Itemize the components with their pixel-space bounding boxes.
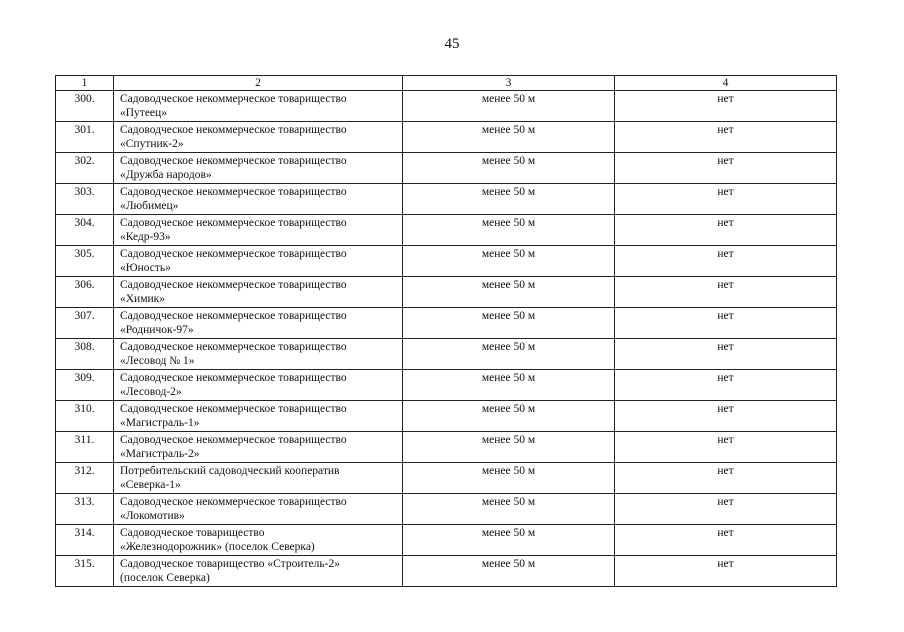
organization-name-line-2: (поселок Северка) xyxy=(120,572,210,584)
organization-name-line-2: «Спутник-2» xyxy=(120,138,184,150)
organization-name-line-1: Потребительский садоводческий кооператив xyxy=(120,465,340,477)
organization-name-line-2: «Химик» xyxy=(120,293,165,305)
flag-value: нет xyxy=(615,463,837,494)
table-row xyxy=(56,432,837,463)
row-number: 312. xyxy=(56,463,114,494)
organization-name-line-1: Садоводческое некоммерческое товарищество xyxy=(120,248,347,260)
organization-name xyxy=(114,122,403,153)
flag-value: нет xyxy=(615,153,837,184)
organization-name-line-1: Садоводческое некоммерческое товарищество xyxy=(120,341,347,353)
row-number: 310. xyxy=(56,401,114,432)
organization-name xyxy=(114,339,403,370)
organization-name xyxy=(114,494,403,525)
organization-name-line-2: «Кедр-93» xyxy=(120,231,171,243)
table-row xyxy=(56,525,837,556)
organization-name xyxy=(114,432,403,463)
organization-name xyxy=(114,91,403,122)
row-number: 303. xyxy=(56,184,114,215)
header-col-1: 1 xyxy=(56,76,114,91)
table-row xyxy=(56,215,837,246)
distance-value: менее 50 м xyxy=(403,246,615,277)
organization-name xyxy=(114,556,403,587)
organization-name-line-1: Садоводческое некоммерческое товарищество xyxy=(120,217,347,229)
flag-value: нет xyxy=(615,122,837,153)
header-col-2: 2 xyxy=(114,76,403,91)
header-col-3: 3 xyxy=(403,76,615,91)
organization-name-line-1: Садоводческое товарищество «Строитель-2» xyxy=(120,558,340,570)
row-number: 304. xyxy=(56,215,114,246)
organization-name-line-2: «Магистраль-2» xyxy=(120,448,200,460)
distance-value: менее 50 м xyxy=(403,277,615,308)
table-body xyxy=(56,91,837,587)
flag-value: нет xyxy=(615,339,837,370)
table-row xyxy=(56,153,837,184)
organization-name-line-2: «Локомотив» xyxy=(120,510,185,522)
row-number: 301. xyxy=(56,122,114,153)
organization-name-line-2: «Юность» xyxy=(120,262,171,274)
row-number: 307. xyxy=(56,308,114,339)
distance-value: менее 50 м xyxy=(403,153,615,184)
organization-name xyxy=(114,370,403,401)
organization-name-line-2: «Дружба народов» xyxy=(120,169,212,181)
organization-name-line-1: Садоводческое некоммерческое товарищество xyxy=(120,155,347,167)
distance-value: менее 50 м xyxy=(403,494,615,525)
flag-value: нет xyxy=(615,308,837,339)
organization-name-line-1: Садоводческое некоммерческое товарищество xyxy=(120,186,347,198)
distance-value: менее 50 м xyxy=(403,184,615,215)
page-number: 45 xyxy=(444,36,460,52)
row-number: 315. xyxy=(56,556,114,587)
organization-name-line-2: «Железнодорожник» (поселок Северка) xyxy=(120,541,315,553)
table-row xyxy=(56,91,837,122)
table-row xyxy=(56,277,837,308)
organization-name-line-1: Садоводческое товарищество xyxy=(120,527,265,539)
row-number: 308. xyxy=(56,339,114,370)
distance-value: менее 50 м xyxy=(403,339,615,370)
table-header-row xyxy=(56,76,837,91)
flag-value: нет xyxy=(615,246,837,277)
organization-name-line-2: «Магистраль-1» xyxy=(120,417,200,429)
organization-name-line-2: «Родничок-97» xyxy=(120,324,194,336)
row-number: 314. xyxy=(56,525,114,556)
organization-name xyxy=(114,277,403,308)
flag-value: нет xyxy=(615,432,837,463)
flag-value: нет xyxy=(615,370,837,401)
row-number: 313. xyxy=(56,494,114,525)
organization-name-line-1: Садоводческое некоммерческое товарищество xyxy=(120,124,347,136)
flag-value: нет xyxy=(615,91,837,122)
organization-name xyxy=(114,215,403,246)
distance-value: менее 50 м xyxy=(403,463,615,494)
organization-name-line-1: Садоводческое некоммерческое товарищество xyxy=(120,93,347,105)
table-row xyxy=(56,122,837,153)
distance-value: менее 50 м xyxy=(403,432,615,463)
flag-value: нет xyxy=(615,277,837,308)
organization-name xyxy=(114,401,403,432)
organization-name-line-1: Садоводческое некоммерческое товарищество xyxy=(120,434,347,446)
table-row xyxy=(56,308,837,339)
organization-name-line-2: «Путеец» xyxy=(120,107,167,119)
header-col-4: 4 xyxy=(615,76,837,91)
table-row xyxy=(56,463,837,494)
row-number: 302. xyxy=(56,153,114,184)
row-number: 305. xyxy=(56,246,114,277)
table-row xyxy=(56,401,837,432)
table-row xyxy=(56,494,837,525)
organization-name-line-1: Садоводческое некоммерческое товарищество xyxy=(120,279,347,291)
flag-value: нет xyxy=(615,494,837,525)
organization-name-line-1: Садоводческое некоммерческое товарищество xyxy=(120,403,347,415)
distance-value: менее 50 м xyxy=(403,308,615,339)
table-row xyxy=(56,370,837,401)
table-row xyxy=(56,339,837,370)
distance-value: менее 50 м xyxy=(403,525,615,556)
organization-name-line-2: «Северка-1» xyxy=(120,479,181,491)
flag-value: нет xyxy=(615,401,837,432)
flag-value: нет xyxy=(615,215,837,246)
flag-value: нет xyxy=(615,184,837,215)
organization-name xyxy=(114,184,403,215)
organization-name xyxy=(114,246,403,277)
table-row xyxy=(56,184,837,215)
organization-name-line-1: Садоводческое некоммерческое товарищество xyxy=(120,310,347,322)
row-number: 311. xyxy=(56,432,114,463)
organization-name-line-2: «Лесовод-2» xyxy=(120,386,182,398)
organization-name-line-2: «Любимец» xyxy=(120,200,179,212)
organization-name-line-2: «Лесовод № 1» xyxy=(120,355,195,367)
distance-value: менее 50 м xyxy=(403,556,615,587)
document-table xyxy=(55,75,837,587)
row-number: 300. xyxy=(56,91,114,122)
row-number: 309. xyxy=(56,370,114,401)
organization-name xyxy=(114,308,403,339)
organization-name-line-1: Садоводческое некоммерческое товарищество xyxy=(120,372,347,384)
distance-value: менее 50 м xyxy=(403,122,615,153)
organization-name xyxy=(114,525,403,556)
organization-name xyxy=(114,463,403,494)
row-number: 306. xyxy=(56,277,114,308)
distance-value: менее 50 м xyxy=(403,91,615,122)
organization-name xyxy=(114,153,403,184)
distance-value: менее 50 м xyxy=(403,215,615,246)
flag-value: нет xyxy=(615,556,837,587)
distance-value: менее 50 м xyxy=(403,370,615,401)
table-row xyxy=(56,556,837,587)
table-row xyxy=(56,246,837,277)
distance-value: менее 50 м xyxy=(403,401,615,432)
organization-name-line-1: Садоводческое некоммерческое товарищество xyxy=(120,496,347,508)
flag-value: нет xyxy=(615,525,837,556)
